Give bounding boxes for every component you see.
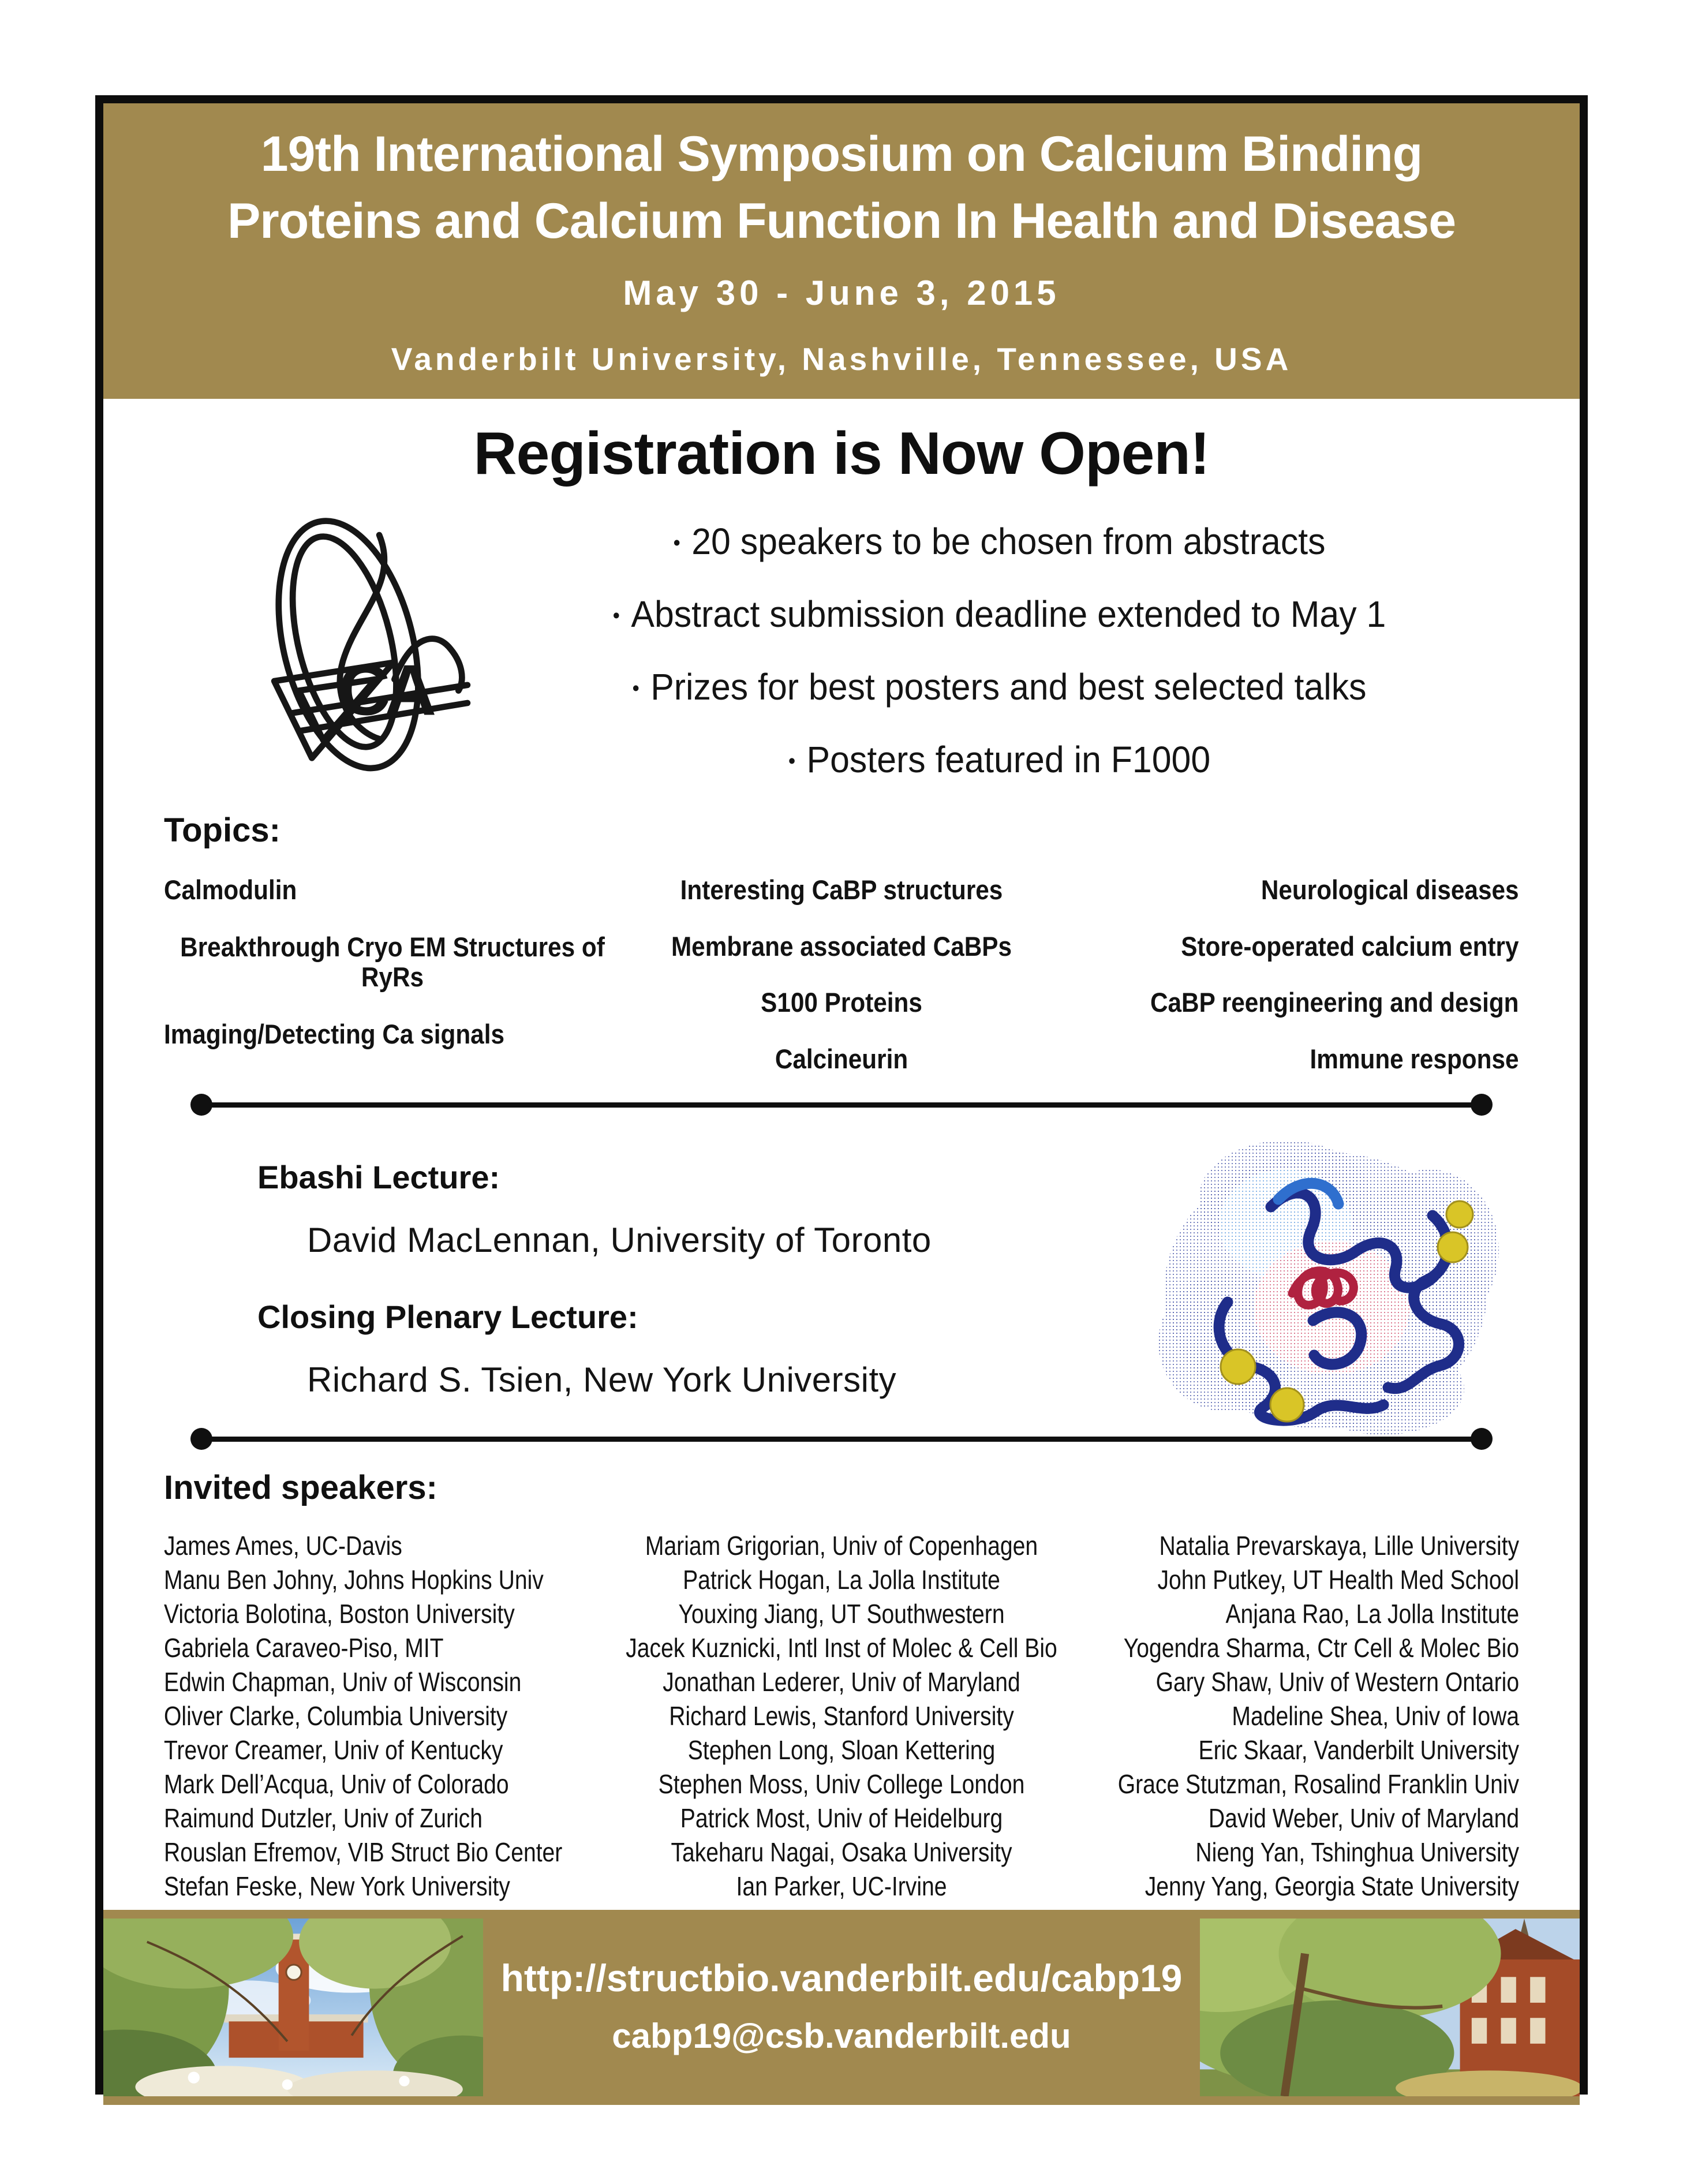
speaker-item: Gabriela Caraveo-Piso, MIT [164, 1633, 444, 1663]
section-divider [195, 1102, 1488, 1108]
invited-speakers-heading: Invited speakers: [164, 1469, 437, 1506]
speaker-item: Richard Lewis, Stanford University [669, 1701, 1014, 1731]
topic-item: Interesting CaBP structures [680, 874, 1003, 905]
registration-bullets [502, 493, 1518, 807]
speaker-item: Nieng Yan, Tshinghua University [1195, 1837, 1519, 1867]
speaker-item: Victoria Bolotina, Boston University [164, 1599, 515, 1629]
section-divider [195, 1437, 1488, 1442]
speaker-item: John Putkey, UT Health Med School [1157, 1565, 1519, 1595]
speaker-item: Jenny Yang, Georgia State University [1145, 1871, 1519, 1901]
topic-item: CaBP reengineering and design [1150, 987, 1519, 1018]
lectures-section [204, 1138, 1545, 1420]
invited-speakers-section [164, 1468, 1519, 1910]
speaker-item: Ian Parker, UC-Irvine [736, 1871, 947, 1901]
footer-banner [103, 1910, 1580, 2105]
lectures-text-block [204, 1158, 1138, 1400]
cabp-logo-icon [204, 493, 476, 807]
campus-photo-right [1200, 1919, 1580, 2096]
speaker-item: Stephen Long, Sloan Kettering [687, 1735, 996, 1765]
topic-item: Imaging/Detecting Ca signals [164, 1018, 504, 1049]
speaker-item: Jonathan Lederer, Univ of Maryland [663, 1667, 1020, 1697]
speaker-item: Stefan Feske, New York University [164, 1871, 510, 1901]
speaker-item: Stephen Moss, Univ College London [658, 1769, 1025, 1799]
speakers-columns [164, 1529, 1519, 1910]
speaker-item: Natalia Prevarskaya, Lille University [1159, 1531, 1519, 1561]
svg-text:CA: CA [338, 650, 431, 731]
ebashi-lecture-label: Ebashi Lecture: [257, 1159, 500, 1195]
speaker-item: Mark Dell’Acqua, Univ of Colorado [164, 1769, 509, 1799]
speakers-column-1 [164, 1529, 562, 1903]
speaker-item: Yogendra Sharma, Ctr Cell & Molec Bio [1123, 1633, 1519, 1663]
flyer-frame [95, 95, 1588, 2095]
symposium-dates: May 30 - June 3, 2015 [623, 274, 1060, 312]
topic-item: Calcineurin [775, 1043, 908, 1074]
speaker-item: Trevor Creamer, Univ of Kentucky [164, 1735, 503, 1765]
topic-item: Immune response [1310, 1043, 1519, 1074]
calmodulin-structure-image [1138, 1117, 1513, 1441]
speaker-item: Patrick Hogan, La Jolla Institute [683, 1565, 1000, 1595]
topic-item: Breakthrough Cryo EM Structures of RyRs [180, 931, 605, 993]
website-url-link[interactable]: http://structbio.vanderbilt.edu/cabp19 [500, 1956, 1183, 1999]
speaker-item: Manu Ben Johny, Johns Hopkins Univ [164, 1565, 544, 1595]
flyer-body [103, 399, 1580, 1910]
topics-column-2 [671, 875, 1012, 1075]
speaker-item: Takeharu Nagai, Osaka University [671, 1837, 1012, 1867]
speaker-item: Jacek Kuznicki, Intl Inst of Molec & Cell Bio [626, 1633, 1057, 1663]
closing-lecture-label: Closing Plenary Lecture: [257, 1299, 638, 1335]
speaker-item: Raimund Dutzler, Univ of Zurich [164, 1803, 483, 1833]
topic-item: Store-operated calcium entry [1181, 930, 1519, 962]
header-banner [103, 103, 1580, 399]
symposium-location: Vanderbilt University, Nashville, Tennessee, USA [391, 341, 1292, 377]
speaker-item: Gary Shaw, Univ of Western Ontario [1155, 1667, 1519, 1697]
contact-email-link[interactable]: cabp19@csb.vanderbilt.edu [612, 2016, 1071, 2055]
closing-lecture-speaker: Richard S. Tsien, New York University [307, 1360, 897, 1399]
ebashi-lecture-speaker: David MacLennan, University of Toronto [307, 1221, 932, 1259]
bullet-item: • Abstract submission deadline extended to May 1 [502, 593, 1496, 635]
bullet-item: • 20 speakers to be chosen from abstracts [502, 520, 1496, 563]
campus-photo-left [103, 1919, 483, 2096]
speaker-item: Youxing Jiang, UT Southwestern [678, 1599, 1005, 1629]
topic-item: Membrane associated CaBPs [671, 930, 1012, 962]
topics-columns [164, 875, 1519, 1090]
symposium-title-line1: 19th International Symposium on Calcium Binding [260, 126, 1423, 182]
symposium-title-line2: Proteins and Calcium Function In Health and Disease [227, 193, 1456, 249]
speaker-item: Anjana Rao, La Jolla Institute [1225, 1599, 1519, 1629]
speakers-column-3 [1118, 1529, 1519, 1903]
topic-item: Neurological diseases [1261, 874, 1519, 905]
speaker-item: Rouslan Efremov, VIB Struct Bio Center [164, 1837, 563, 1867]
bullet-item: • Posters featured in F1000 [502, 738, 1496, 781]
registration-heading: Registration is Now Open! [473, 420, 1210, 487]
registration-row [103, 493, 1580, 807]
speakers-column-2 [626, 1529, 1057, 1903]
speaker-item: Mariam Grigorian, Univ of Copenhagen [645, 1531, 1038, 1561]
footer-contact-block [501, 1956, 1183, 2059]
speaker-item: James Ames, UC-Davis [164, 1531, 402, 1561]
topic-item: Calmodulin [164, 874, 297, 905]
speaker-item: Edwin Chapman, Univ of Wisconsin [164, 1667, 522, 1697]
speaker-item: Oliver Clarke, Columbia University [164, 1701, 508, 1731]
topics-heading: Topics: [164, 811, 280, 849]
speaker-item: Grace Stutzman, Rosalind Franklin Univ [1117, 1769, 1519, 1799]
topics-section [164, 811, 1519, 1090]
speaker-item: Patrick Most, Univ of Heidelburg [680, 1803, 1003, 1833]
topic-item: S100 Proteins [761, 987, 922, 1018]
bullet-item: • Prizes for best posters and best selected talks [502, 665, 1496, 708]
topics-column-3 [1150, 875, 1519, 1075]
speaker-item: Madeline Shea, Univ of Iowa [1232, 1701, 1519, 1731]
topics-column-1 [164, 875, 621, 1050]
speaker-item: Eric Skaar, Vanderbilt University [1198, 1735, 1519, 1765]
speaker-item: David Weber, Univ of Maryland [1208, 1803, 1519, 1833]
